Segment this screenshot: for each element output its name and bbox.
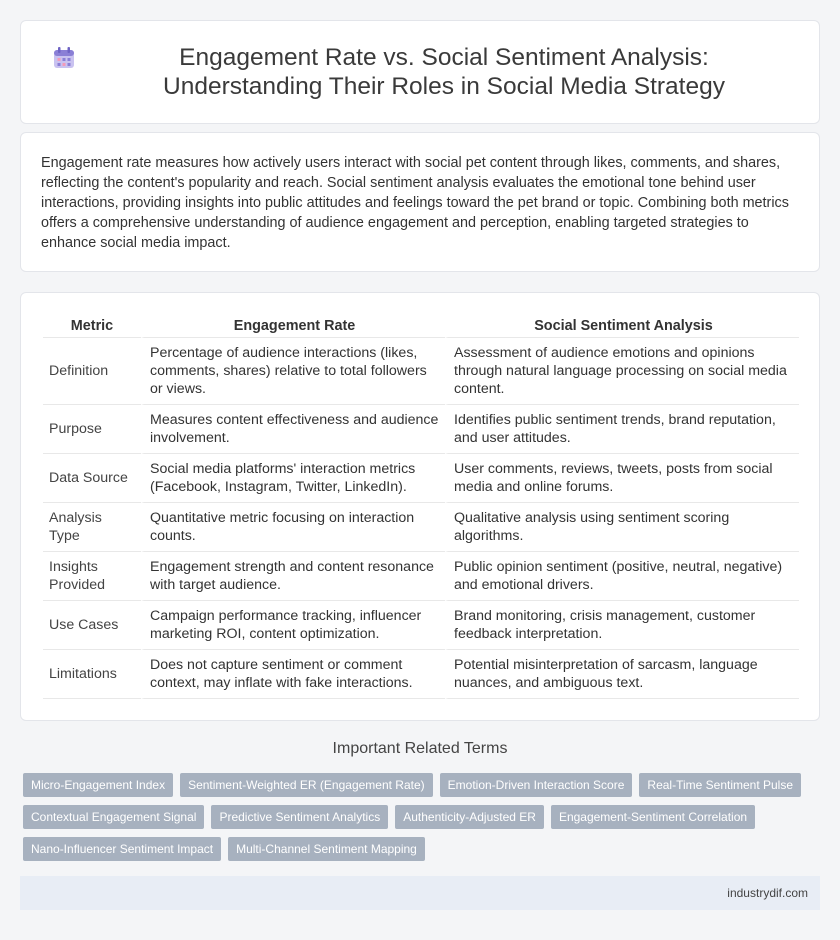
row-metric: Use Cases bbox=[43, 601, 141, 650]
row-engagement-value: Does not capture sentiment or comment context, may inflate with fake interactions. bbox=[141, 650, 445, 699]
table-row bbox=[43, 454, 799, 503]
row-metric: Limitations bbox=[43, 650, 141, 699]
table-row bbox=[43, 503, 799, 552]
related-term-tag[interactable]: Authenticity-Adjusted ER bbox=[395, 805, 544, 829]
row-metric: Purpose bbox=[43, 405, 141, 454]
footer bbox=[20, 876, 820, 910]
row-metric: Data Source bbox=[43, 454, 141, 503]
related-term-tag[interactable]: Real-Time Sentiment Pulse bbox=[639, 773, 801, 797]
row-sentiment-value: Brand monitoring, crisis management, customer feedback interpretation. bbox=[445, 601, 799, 650]
related-term-tag[interactable]: Sentiment-Weighted ER (Engagement Rate) bbox=[180, 773, 433, 797]
calendar-icon bbox=[51, 45, 77, 71]
header-engagement-rate: Engagement Rate bbox=[141, 313, 445, 338]
related-terms-title: Important Related Terms bbox=[332, 740, 508, 757]
related-term-tag[interactable]: Micro-Engagement Index bbox=[23, 773, 173, 797]
table-row bbox=[43, 405, 799, 454]
row-metric: Insights Provided bbox=[43, 552, 141, 601]
comparison-table-card bbox=[20, 292, 820, 721]
row-sentiment-value: User comments, reviews, tweets, posts from social media and online forums. bbox=[445, 454, 799, 503]
row-engagement-value: Social media platforms' interaction metrics (Facebook, Instagram, Twitter, LinkedIn). bbox=[141, 454, 445, 503]
row-engagement-value: Quantitative metric focusing on interaction counts. bbox=[141, 503, 445, 552]
intro-card bbox=[20, 132, 820, 272]
table-header-row bbox=[43, 313, 799, 338]
related-term-tag[interactable]: Contextual Engagement Signal bbox=[23, 805, 204, 829]
row-sentiment-value: Assessment of audience emotions and opinions through natural language processing on social media content. bbox=[445, 338, 799, 405]
row-metric: Definition bbox=[43, 338, 141, 405]
table-row bbox=[43, 552, 799, 601]
row-sentiment-value: Identifies public sentiment trends, brand reputation, and user attitudes. bbox=[445, 405, 799, 454]
related-term-tag[interactable]: Engagement-Sentiment Correlation bbox=[551, 805, 755, 829]
table-row bbox=[43, 601, 799, 650]
related-terms-list bbox=[23, 773, 823, 869]
header-metric: Metric bbox=[43, 313, 141, 338]
related-term-tag[interactable]: Multi-Channel Sentiment Mapping bbox=[228, 837, 425, 861]
row-engagement-value: Campaign performance tracking, influencer marketing ROI, content optimization. bbox=[141, 601, 445, 650]
row-engagement-value: Percentage of audience interactions (likes, comments, shares) relative to total followers or views. bbox=[141, 338, 445, 405]
row-sentiment-value: Potential misinterpretation of sarcasm, language nuances, and ambiguous text. bbox=[445, 650, 799, 699]
row-sentiment-value: Qualitative analysis using sentiment scoring algorithms. bbox=[445, 503, 799, 552]
row-engagement-value: Engagement strength and content resonance with target audience. bbox=[141, 552, 445, 601]
row-sentiment-value: Public opinion sentiment (positive, neutral, negative) and emotional drivers. bbox=[445, 552, 799, 601]
table-row bbox=[43, 650, 799, 699]
comparison-table bbox=[43, 313, 799, 699]
title-card bbox=[20, 20, 820, 124]
related-term-tag[interactable]: Predictive Sentiment Analytics bbox=[211, 805, 388, 829]
related-term-tag[interactable]: Emotion-Driven Interaction Score bbox=[440, 773, 633, 797]
row-engagement-value: Measures content effectiveness and audience involvement. bbox=[141, 405, 445, 454]
row-metric: Analysis Type bbox=[43, 503, 141, 552]
header-social-sentiment: Social Sentiment Analysis bbox=[445, 313, 799, 338]
footer-site[interactable]: industrydif.com bbox=[727, 886, 808, 900]
related-term-tag[interactable]: Nano-Influencer Sentiment Impact bbox=[23, 837, 221, 861]
page-title: Engagement Rate vs. Social Sentiment Analysis: Understanding Their Roles in Social Media Strategy bbox=[163, 44, 725, 100]
table-row bbox=[43, 338, 799, 405]
intro-paragraph: Engagement rate measures how actively users interact with social pet content through likes, comments, and shares, reflecting the content's popularity and reach. Social sentiment analysis evaluates the emotional tone behind user interactions, providing insights into public attitudes and feelings toward the pet brand or topic. Combining both metrics offers a comprehensive understanding of audience engagement and perception, enabling targeted strategies to enhance social media impact. bbox=[41, 155, 789, 251]
